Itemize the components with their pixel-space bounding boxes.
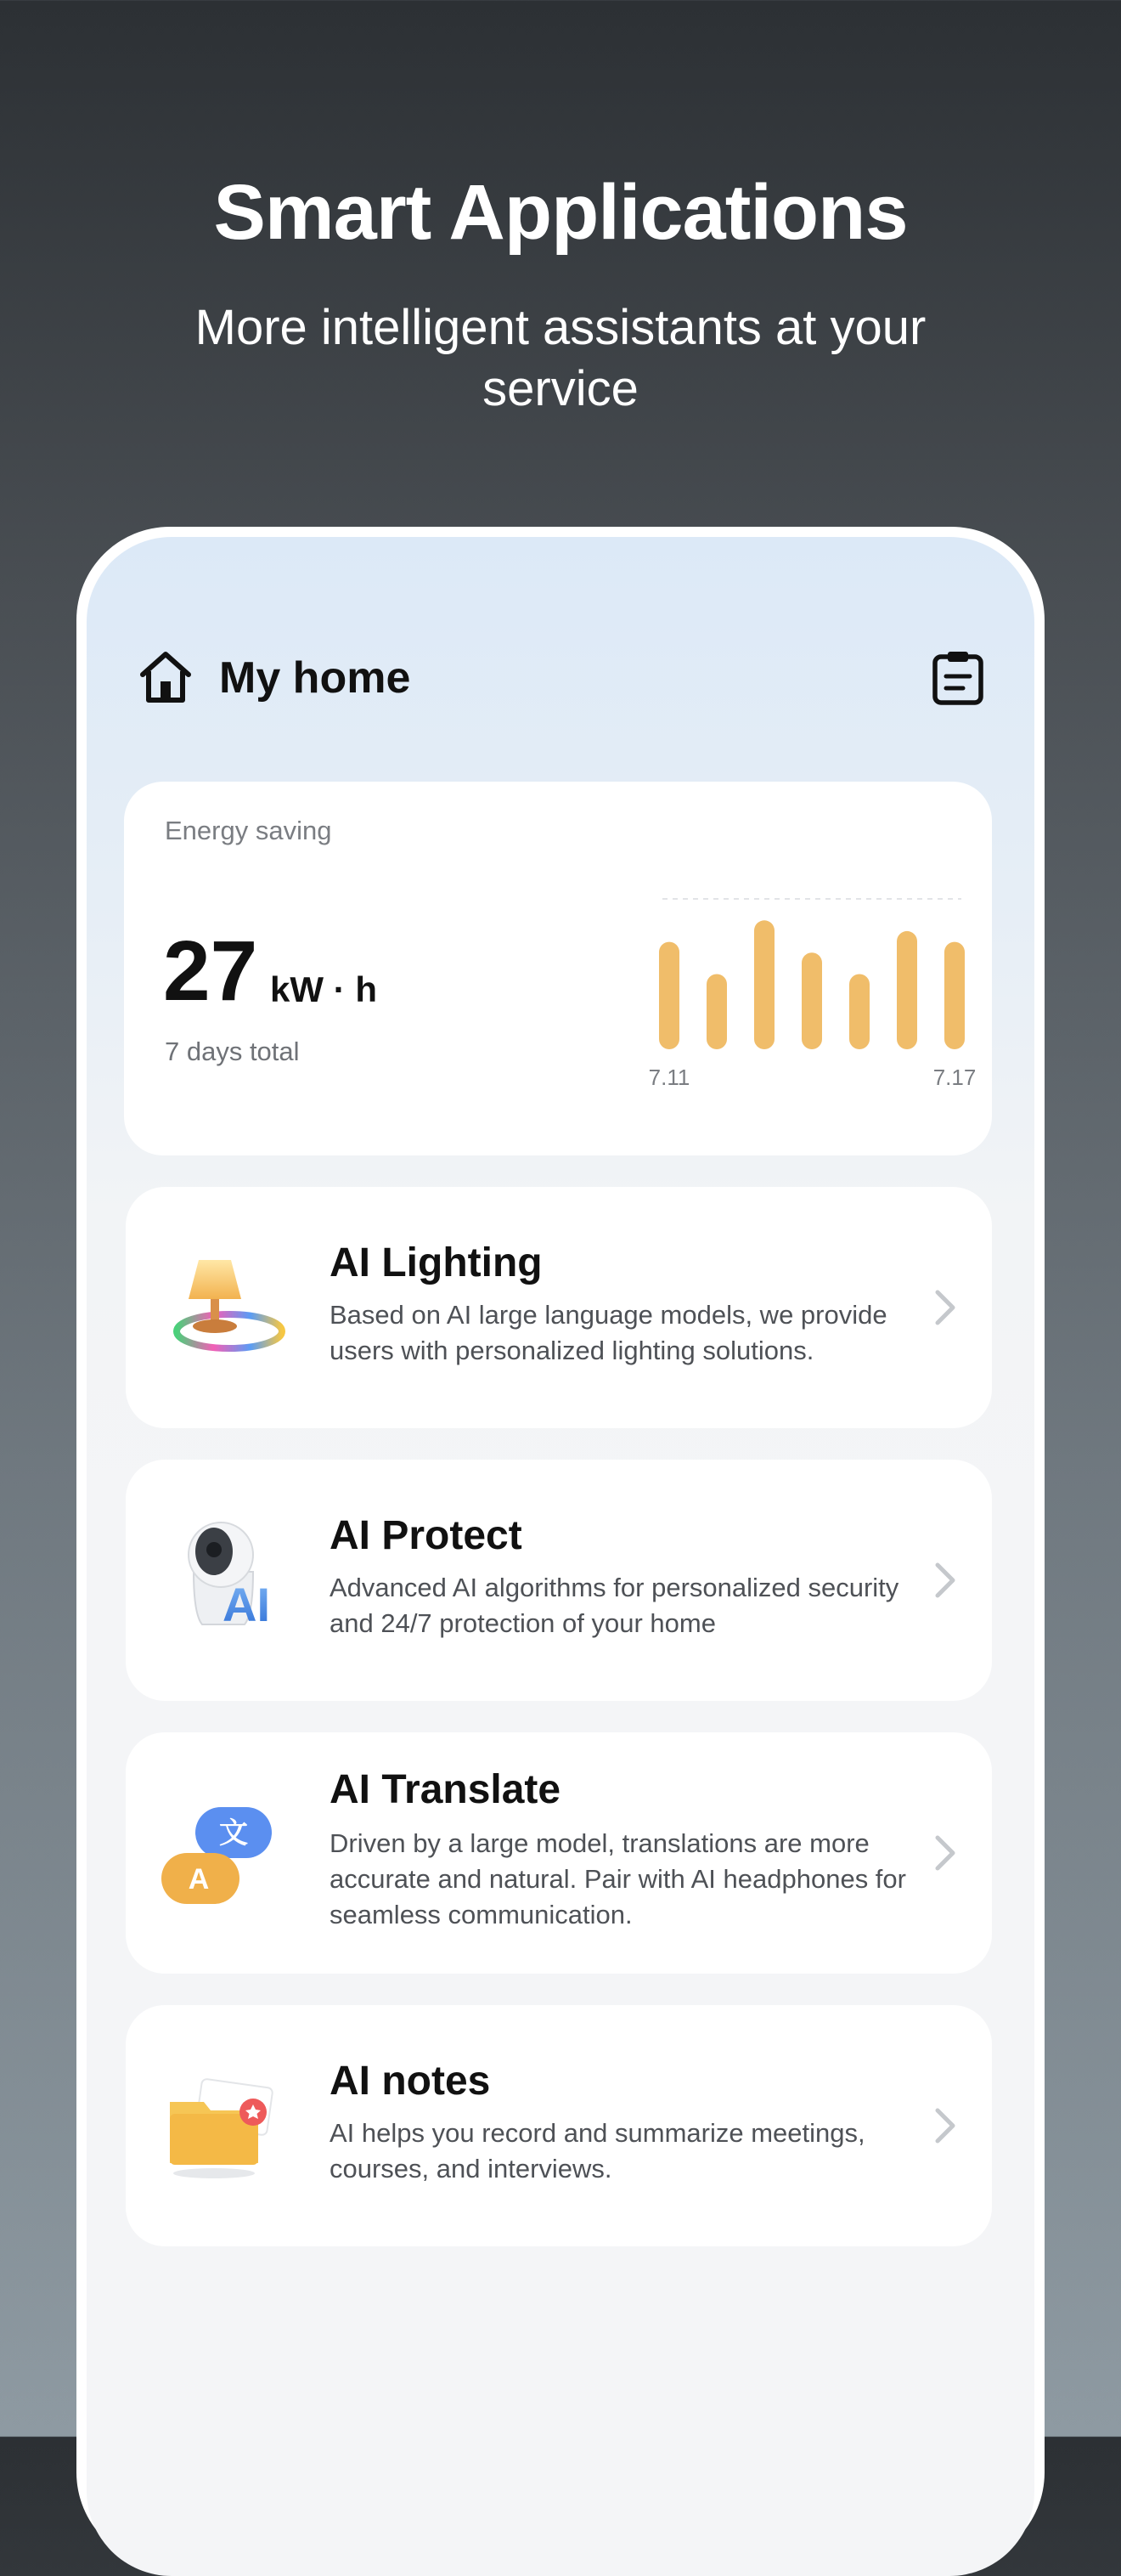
chart-bar [802, 952, 822, 1049]
energy-label: Energy saving [165, 816, 332, 845]
chart-bar [659, 942, 679, 1049]
chevron-right-icon [932, 1285, 958, 1330]
hero-title: Smart Applications [213, 169, 908, 256]
chart-bar [707, 974, 727, 1050]
translate-icon-label: A [188, 1863, 210, 1895]
translate-icon-label: 文 [219, 1816, 248, 1850]
feature-card-ai-translate[interactable] [126, 1732, 992, 1974]
notes-folder-icon [160, 2058, 296, 2194]
feature-card-ai-notes[interactable] [126, 2005, 992, 2246]
home-header [136, 647, 985, 707]
feature-card-ai-lighting[interactable] [126, 1187, 992, 1428]
chart-bar [944, 942, 965, 1049]
chevron-right-icon [932, 1831, 958, 1875]
chart-bar [897, 931, 917, 1049]
energy-card[interactable] [124, 782, 992, 1155]
feature-card-ai-protect[interactable] [126, 1460, 992, 1701]
camera-icon-label: AI [223, 1578, 270, 1631]
energy-unit: kW · h [270, 969, 377, 1009]
hero-subtitle: More intelligent assistants at your service [194, 300, 927, 416]
energy-bar-chart [648, 884, 977, 1104]
home-title[interactable]: My home [219, 653, 411, 703]
energy-caption: 7 days total [165, 1037, 300, 1066]
chart-bar [754, 920, 775, 1049]
chevron-right-icon [932, 2104, 958, 2148]
feature-title: AI notes [330, 2059, 491, 2104]
feature-title: AI Lighting [330, 1240, 543, 1285]
feature-description: AI helps you record and summarize meetings, courses, and interviews. [330, 2118, 865, 2183]
energy-value: 27 [163, 924, 258, 1019]
chevron-right-icon [932, 1558, 958, 1602]
camera-icon [160, 1512, 296, 1648]
chart-x-tick-label: 7.17 [932, 1065, 977, 1090]
chart-x-tick-label: 7.11 [648, 1065, 690, 1090]
feature-title: AI Translate [330, 1767, 561, 1812]
feature-description: Advanced AI algorithms for personalized security and 24/7 protection of your home [330, 1573, 899, 1638]
home-icon[interactable] [136, 647, 195, 707]
feature-title: AI Protect [330, 1513, 522, 1558]
translate-icon [160, 1785, 296, 1921]
feature-description: Driven by a large model, translations are more accurate and natural. Pair with AI headphones for seamless communication. [330, 1828, 906, 1929]
chart-bar [849, 974, 870, 1050]
feature-description: Based on AI large language models, we provide users with personalized lighting solutions. [330, 1300, 887, 1365]
clipboard-icon[interactable] [931, 649, 985, 705]
lamp-icon [160, 1240, 296, 1376]
phone-screen [87, 537, 1034, 2576]
